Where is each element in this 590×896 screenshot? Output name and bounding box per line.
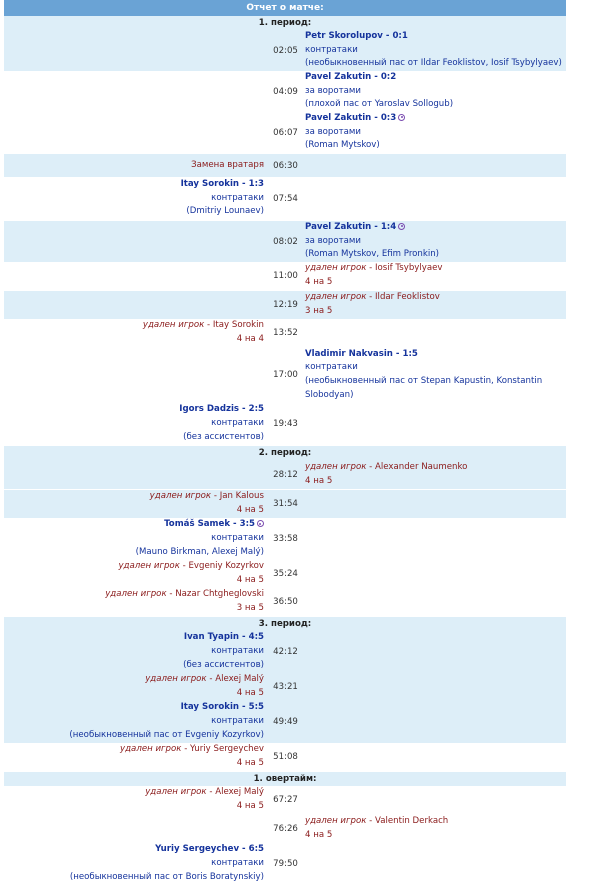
- penalty-situation: 3 на 5: [305, 306, 333, 316]
- event-time: 67:27: [273, 795, 298, 805]
- event-time: 42:12: [273, 647, 298, 657]
- goal-type: контратаки: [211, 192, 264, 203]
- event-time: 33:58: [273, 534, 298, 544]
- penalty-line: [305, 262, 566, 276]
- event-row: [4, 30, 566, 71]
- penalty-label: удален игрок: [118, 561, 180, 572]
- report-header: Отчет о матче:: [4, 0, 566, 16]
- goal-assist: (Roman Mytskov, Efim Pronkin): [305, 249, 440, 260]
- goal-type: контратаки: [305, 44, 358, 55]
- goal-scorer: [4, 518, 264, 532]
- home-side: [4, 588, 268, 615]
- penalty-player: Ildar Feoklistov: [375, 292, 440, 303]
- penalty-situation: 4 на 5: [236, 575, 264, 585]
- goal-type: за воротами: [305, 126, 361, 137]
- event-row: [4, 347, 566, 403]
- home-side: [4, 701, 268, 742]
- goal-scorer: Igors Dadzis - 2:5: [179, 404, 264, 415]
- event-row: [4, 290, 566, 319]
- goal-assist: (без ассистентов): [183, 431, 264, 442]
- event-time: 12:19: [273, 300, 298, 310]
- match-report: [4, 0, 566, 885]
- goal-scorer: Petr Skorolupov - 0:1: [305, 30, 408, 41]
- away-side: [303, 348, 566, 403]
- away-side: [303, 262, 566, 289]
- penalty-label: удален игрок: [145, 674, 207, 685]
- event-row: [4, 489, 566, 518]
- penalty-label: удален игрок: [305, 292, 367, 303]
- penalty-line: [4, 490, 264, 504]
- empty-net-icon: [398, 223, 405, 230]
- event-time: 31:54: [273, 499, 298, 509]
- penalty-player: Evgeniy Kozyrkov: [188, 561, 264, 572]
- home-side: [4, 490, 268, 517]
- away-side: [303, 291, 566, 318]
- event-time: 49:49: [273, 717, 298, 727]
- penalty-player: Jan Kalous: [219, 491, 264, 502]
- event-time: 13:52: [273, 328, 298, 338]
- goal-assist: (плохой пас от Yaroslav Sollogub): [305, 99, 454, 110]
- goal-type: контратаки: [211, 533, 264, 544]
- empty-net-icon: [398, 114, 405, 121]
- period-2-label: 2. период:: [258, 448, 312, 458]
- goal-scorer: Itay Sorokin - 1:3: [180, 178, 264, 189]
- away-side: [303, 112, 566, 153]
- home-side: [4, 159, 268, 173]
- goal-type: контратаки: [305, 362, 358, 373]
- goal-assist: (необыкновенный пас от Ildar Feoklistov, Iosif Tsybylyaev): [305, 58, 562, 69]
- penalty-dash: -: [206, 674, 216, 685]
- goal-assist: (необыкновенный пас от Boris Boratynskiy): [69, 871, 264, 882]
- goal-scorer: [305, 112, 566, 126]
- goal-type: контратаки: [211, 716, 264, 727]
- event-row: [4, 701, 566, 743]
- penalty-label: удален игрок: [105, 589, 167, 600]
- event-time: 43:21: [273, 682, 298, 692]
- goal-scorer: Ivan Tyapin - 4:5: [183, 632, 264, 643]
- home-side: [4, 319, 268, 346]
- penalty-situation: 4 на 5: [305, 277, 333, 287]
- event-row: [4, 153, 566, 177]
- home-side: [4, 673, 268, 700]
- penalty-label: удален игрок: [120, 744, 182, 755]
- goal-scorer: Itay Sorokin - 5:5: [180, 702, 264, 713]
- period-3-block: [4, 616, 566, 743]
- event-time: 06:30: [273, 160, 298, 171]
- event-row: [4, 220, 566, 262]
- penalty-line: [4, 673, 264, 687]
- penalty-line: [4, 786, 264, 800]
- event-row: [4, 112, 566, 153]
- home-side: [4, 786, 268, 813]
- event-row: [4, 71, 566, 112]
- goal-assist: (необыкновенный пас от Evgeniy Kozyrkov): [69, 729, 264, 740]
- penalty-situation: 4 на 4: [236, 334, 264, 344]
- home-side: [4, 843, 268, 884]
- event-row: [4, 319, 566, 347]
- home-side: [4, 560, 268, 587]
- event-time: 51:08: [273, 752, 298, 762]
- penalty-label: удален игрок: [142, 320, 205, 331]
- event-row: [4, 560, 566, 588]
- home-side: [4, 518, 268, 559]
- goal-scorer: Pavel Zakutin - 0:2: [305, 71, 397, 82]
- penalty-player: Alexander Naumenko: [375, 461, 468, 472]
- penalty-label: удален игрок: [145, 787, 207, 798]
- penalty-label: удален игрок: [305, 461, 367, 472]
- penalty-situation: 3 на 5: [236, 603, 264, 613]
- goal-type: за воротами: [305, 85, 361, 96]
- event-time: 36:50: [273, 597, 298, 607]
- goal-assist: (без ассистентов): [183, 659, 264, 670]
- event-row: [4, 843, 566, 885]
- penalty-dash: -: [366, 292, 376, 303]
- penalty-line: [305, 815, 566, 829]
- event-time: 11:00: [273, 271, 298, 281]
- penalty-label: удален игрок: [305, 263, 367, 274]
- event-time: 08:02: [273, 236, 298, 247]
- event-row: [4, 460, 566, 489]
- event-time: 76:26: [273, 823, 298, 834]
- goal-scorer-text: Pavel Zakutin - 1:4: [305, 221, 397, 232]
- empty-net-icon: [257, 520, 264, 527]
- penalty-label: удален игрок: [305, 815, 367, 826]
- penalty-dash: -: [179, 561, 189, 572]
- event-row: [4, 262, 566, 290]
- event-time: 19:43: [273, 419, 298, 429]
- penalty-situation: 4 на 5: [236, 688, 264, 698]
- penalty-player: Alexej Malý: [215, 787, 264, 798]
- goal-scorer: Yuriy Sergeychev - 6:5: [155, 844, 264, 855]
- event-time: 17:00: [273, 370, 298, 380]
- goal-type: контратаки: [211, 858, 264, 869]
- event-time: 06:07: [273, 127, 298, 138]
- event-row: [4, 743, 566, 771]
- penalty-player: Valentin Derkach: [375, 815, 449, 826]
- goal-assist: (необыкновенный пас от Stepan Kapustin, Konstantin Slobodyan): [305, 375, 543, 400]
- event-row: [4, 814, 566, 843]
- event-time: 02:05: [273, 45, 298, 56]
- event-row: [4, 403, 566, 445]
- goal-assist: (Dmitriy Lounaev): [186, 206, 264, 217]
- away-side: [303, 71, 566, 112]
- away-side: [303, 461, 566, 488]
- period-1-label: 1. период:: [258, 18, 312, 28]
- penalty-line: [4, 588, 264, 602]
- goalie-change-label: Замена вратаря: [191, 159, 264, 170]
- penalty-player: Iosif Tsybylyaev: [375, 263, 443, 274]
- event-row: [4, 518, 566, 560]
- overtime-label: 1. овертайм:: [253, 774, 317, 784]
- penalty-dash: -: [204, 320, 213, 331]
- home-side: [4, 743, 268, 770]
- home-side: [4, 631, 268, 672]
- home-side: [4, 178, 268, 219]
- event-time: 35:24: [273, 569, 298, 579]
- event-time: 04:09: [273, 86, 298, 97]
- goal-assist: (Roman Mytskov): [305, 140, 380, 151]
- event-row: [4, 588, 566, 616]
- event-time: 79:50: [273, 859, 298, 869]
- penalty-dash: -: [181, 744, 191, 755]
- penalty-player: Itay Sorokin: [212, 320, 264, 331]
- penalty-line: [4, 319, 264, 333]
- penalty-label: удален игрок: [149, 491, 212, 502]
- penalty-dash: -: [211, 491, 220, 502]
- penalty-situation: 4 на 5: [305, 829, 333, 840]
- event-time: 07:54: [273, 193, 298, 204]
- away-side: [303, 221, 566, 262]
- penalty-dash: -: [366, 461, 376, 472]
- away-side: [303, 30, 566, 71]
- penalty-situation: 4 на 5: [236, 758, 264, 768]
- penalty-player: Nazar Chtgheglovski: [175, 589, 264, 600]
- period-2-block: [4, 445, 566, 489]
- event-row: [4, 673, 566, 701]
- goal-scorer-text: Tomáš Samek - 3:5: [164, 519, 255, 530]
- penalty-dash: -: [206, 787, 216, 798]
- goal-type: за воротами: [305, 235, 361, 246]
- event-row: [4, 631, 566, 673]
- goal-type: контратаки: [211, 418, 264, 429]
- event-time: 28:12: [273, 469, 298, 480]
- penalty-line: [4, 560, 264, 574]
- goal-assist: (Mauno Birkman, Alexej Malý): [135, 546, 264, 557]
- penalty-situation: 4 на 5: [236, 801, 264, 811]
- penalty-dash: -: [366, 815, 376, 826]
- period-3-label: 3. период:: [258, 619, 312, 629]
- overtime-block: [4, 771, 566, 786]
- goal-type: контратаки: [211, 646, 264, 657]
- penalty-player: Yuriy Sergeychev: [190, 744, 264, 755]
- goal-scorer-text: Pavel Zakutin - 0:3: [305, 112, 397, 123]
- goal-scorer: Vladimir Nakvasin - 1:5: [305, 348, 418, 359]
- penalty-line: [4, 743, 264, 757]
- penalty-dash: -: [366, 263, 376, 274]
- penalty-dash: -: [166, 589, 176, 600]
- away-side: [303, 815, 566, 842]
- penalty-situation: 4 на 5: [236, 505, 264, 515]
- penalty-line: [305, 291, 566, 305]
- event-row: [4, 177, 566, 220]
- event-row: [4, 786, 566, 814]
- penalty-player: Alexej Malý: [215, 674, 264, 685]
- penalty-situation: 4 на 5: [305, 475, 333, 486]
- penalty-line: [305, 461, 566, 475]
- period-1-block: [4, 16, 566, 71]
- home-side: [4, 403, 268, 444]
- goal-scorer: [305, 221, 566, 235]
